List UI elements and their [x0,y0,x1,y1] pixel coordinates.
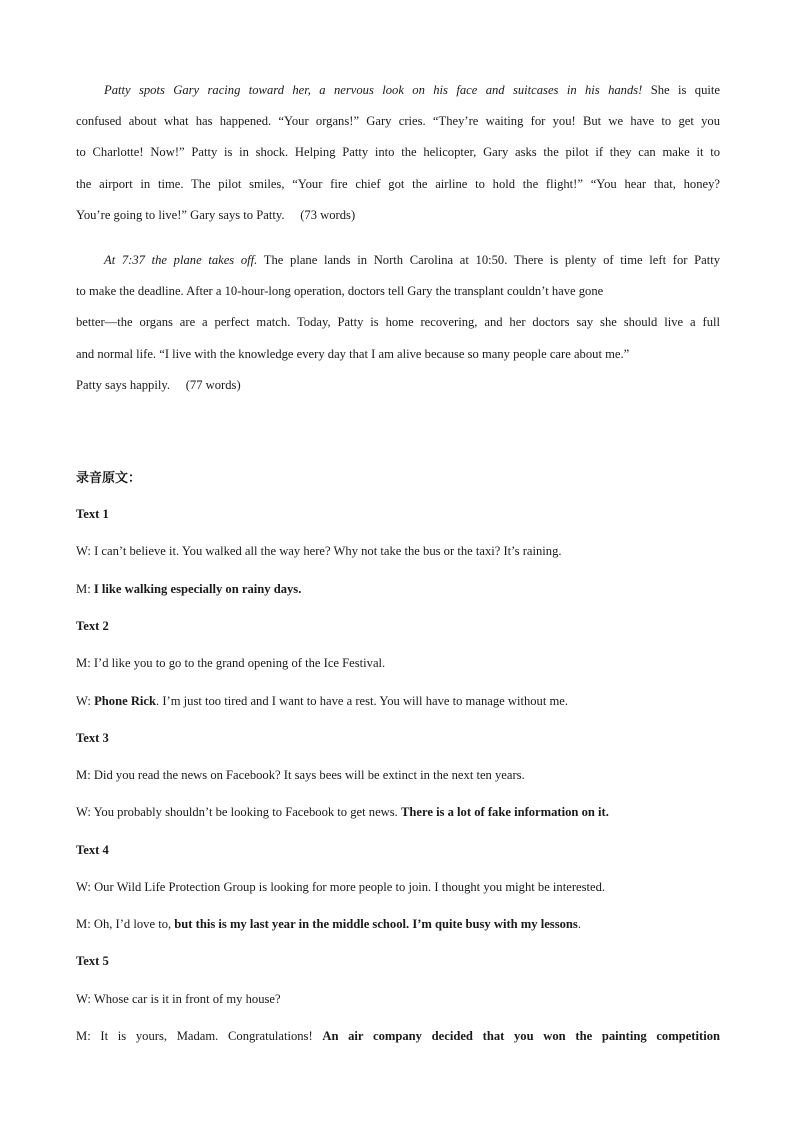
paragraph-line: Patty spots Gary racing toward her, a nervous look on his face and suitcases in his hands! She is quite [104,83,720,97]
speaker: M: [76,768,91,782]
answer-highlight: but this is my last year in the middle school. I’m quite busy with my lessons [174,917,578,931]
speaker: W: [76,880,91,894]
dialogue-line: W: You probably shouldn’t be looking to Facebook to get news. There is a lot of fake information on it. [76,805,609,819]
text-label: Text 3 [76,731,109,745]
dialogue-line: M: It is yours, Madam. Congratulations! An air company decided that you won the painting competition [76,1029,720,1043]
paragraph-line: better—the organs are a perfect match. Today, Patty is home recovering, and her doctors say she should live a full [76,315,720,330]
speaker: W: [76,805,91,819]
transcript-heading: 录音原文： [76,471,142,486]
dialogue-line: W: Phone Rick. I’m just too tired and I want to have a rest. You will have to manage without me. [76,694,569,708]
dialogue-line: W: Whose car is it in front of my house? [76,992,281,1006]
text-label: Text 5 [76,954,109,968]
paragraph-line: the airport in time. The pilot smiles, “Your fire chief got the airline to hold the flight!” “You hear that, honey? [76,176,720,191]
speaker: M: [76,656,91,670]
word-count: (73 words) [300,207,356,222]
speaker: W: [76,544,91,558]
answer-highlight: Phone Rick [94,694,157,708]
word-count: (77 words) [185,377,241,392]
paragraph-line: At 7:37 the plane takes off. The plane lands in North Carolina at 10:50. There is plenty of time left for Patty [104,253,720,267]
story-paragraph-2 [76,245,720,401]
speaker: W: [76,694,91,708]
story-paragraph-1 [76,75,720,231]
dialogue-line [76,582,720,597]
speaker: W: [76,992,91,1006]
speaker: M: [76,1029,91,1043]
paragraph-line: confused about what has happened. “Your organs!” Gary cries. “They’re waiting for you! But we have to get you [76,114,720,129]
text-label: Text 2 [76,619,109,633]
dialogue-line: W: I can’t believe it. You walked all the way here? Why not take the bus or the taxi? It’s raining. [76,544,562,558]
dialogue-line: M: I’d like you to go to the grand opening of the Ice Festival. [76,656,386,670]
paragraph-line: and normal life. “I live with the knowledge every day that I am alive because so many people care about me.” [76,346,630,361]
dialogue-line: W: Our Wild Life Protection Group is looking for more people to join. I thought you might be interested. [76,880,606,894]
dialogue-line: M: Oh, I’d love to, but this is my last year in the middle school. I’m quite busy with my lessons. [76,917,581,931]
paragraph-line: Patty says happily. (77 words) [76,377,241,392]
answer-highlight: An air company decided that you won the painting competition [322,1029,720,1043]
speaker: M: [76,582,91,596]
answer-highlight: I like walking especially on rainy days. [93,582,302,596]
paragraph-line: to make the deadline. After a 10-hour-long operation, doctors tell Gary the transplant couldn’t have gone [76,284,604,299]
dialogue-line: M: Did you read the news on Facebook? It says bees will be extinct in the next ten years. [76,768,525,782]
paragraph-line: to Charlotte! Now!” Patty is in shock. Helping Patty into the helicopter, Gary asks the pilot if they can make it to [76,145,720,160]
speaker: M: [76,917,91,931]
answer-highlight: There is a lot of fake information on it. [400,805,609,819]
italic-lead-sentence: At 7:37 the plane takes off. [104,253,258,267]
paragraph-line: You’re going to live!” Gary says to Patty. (73 words) [76,207,356,222]
text-label: Text 4 [76,843,109,857]
text-label: Text 1 [76,507,109,521]
italic-lead-sentence: Patty spots Gary racing toward her, a nervous look on his face and suitcases in his hands! [104,83,643,97]
